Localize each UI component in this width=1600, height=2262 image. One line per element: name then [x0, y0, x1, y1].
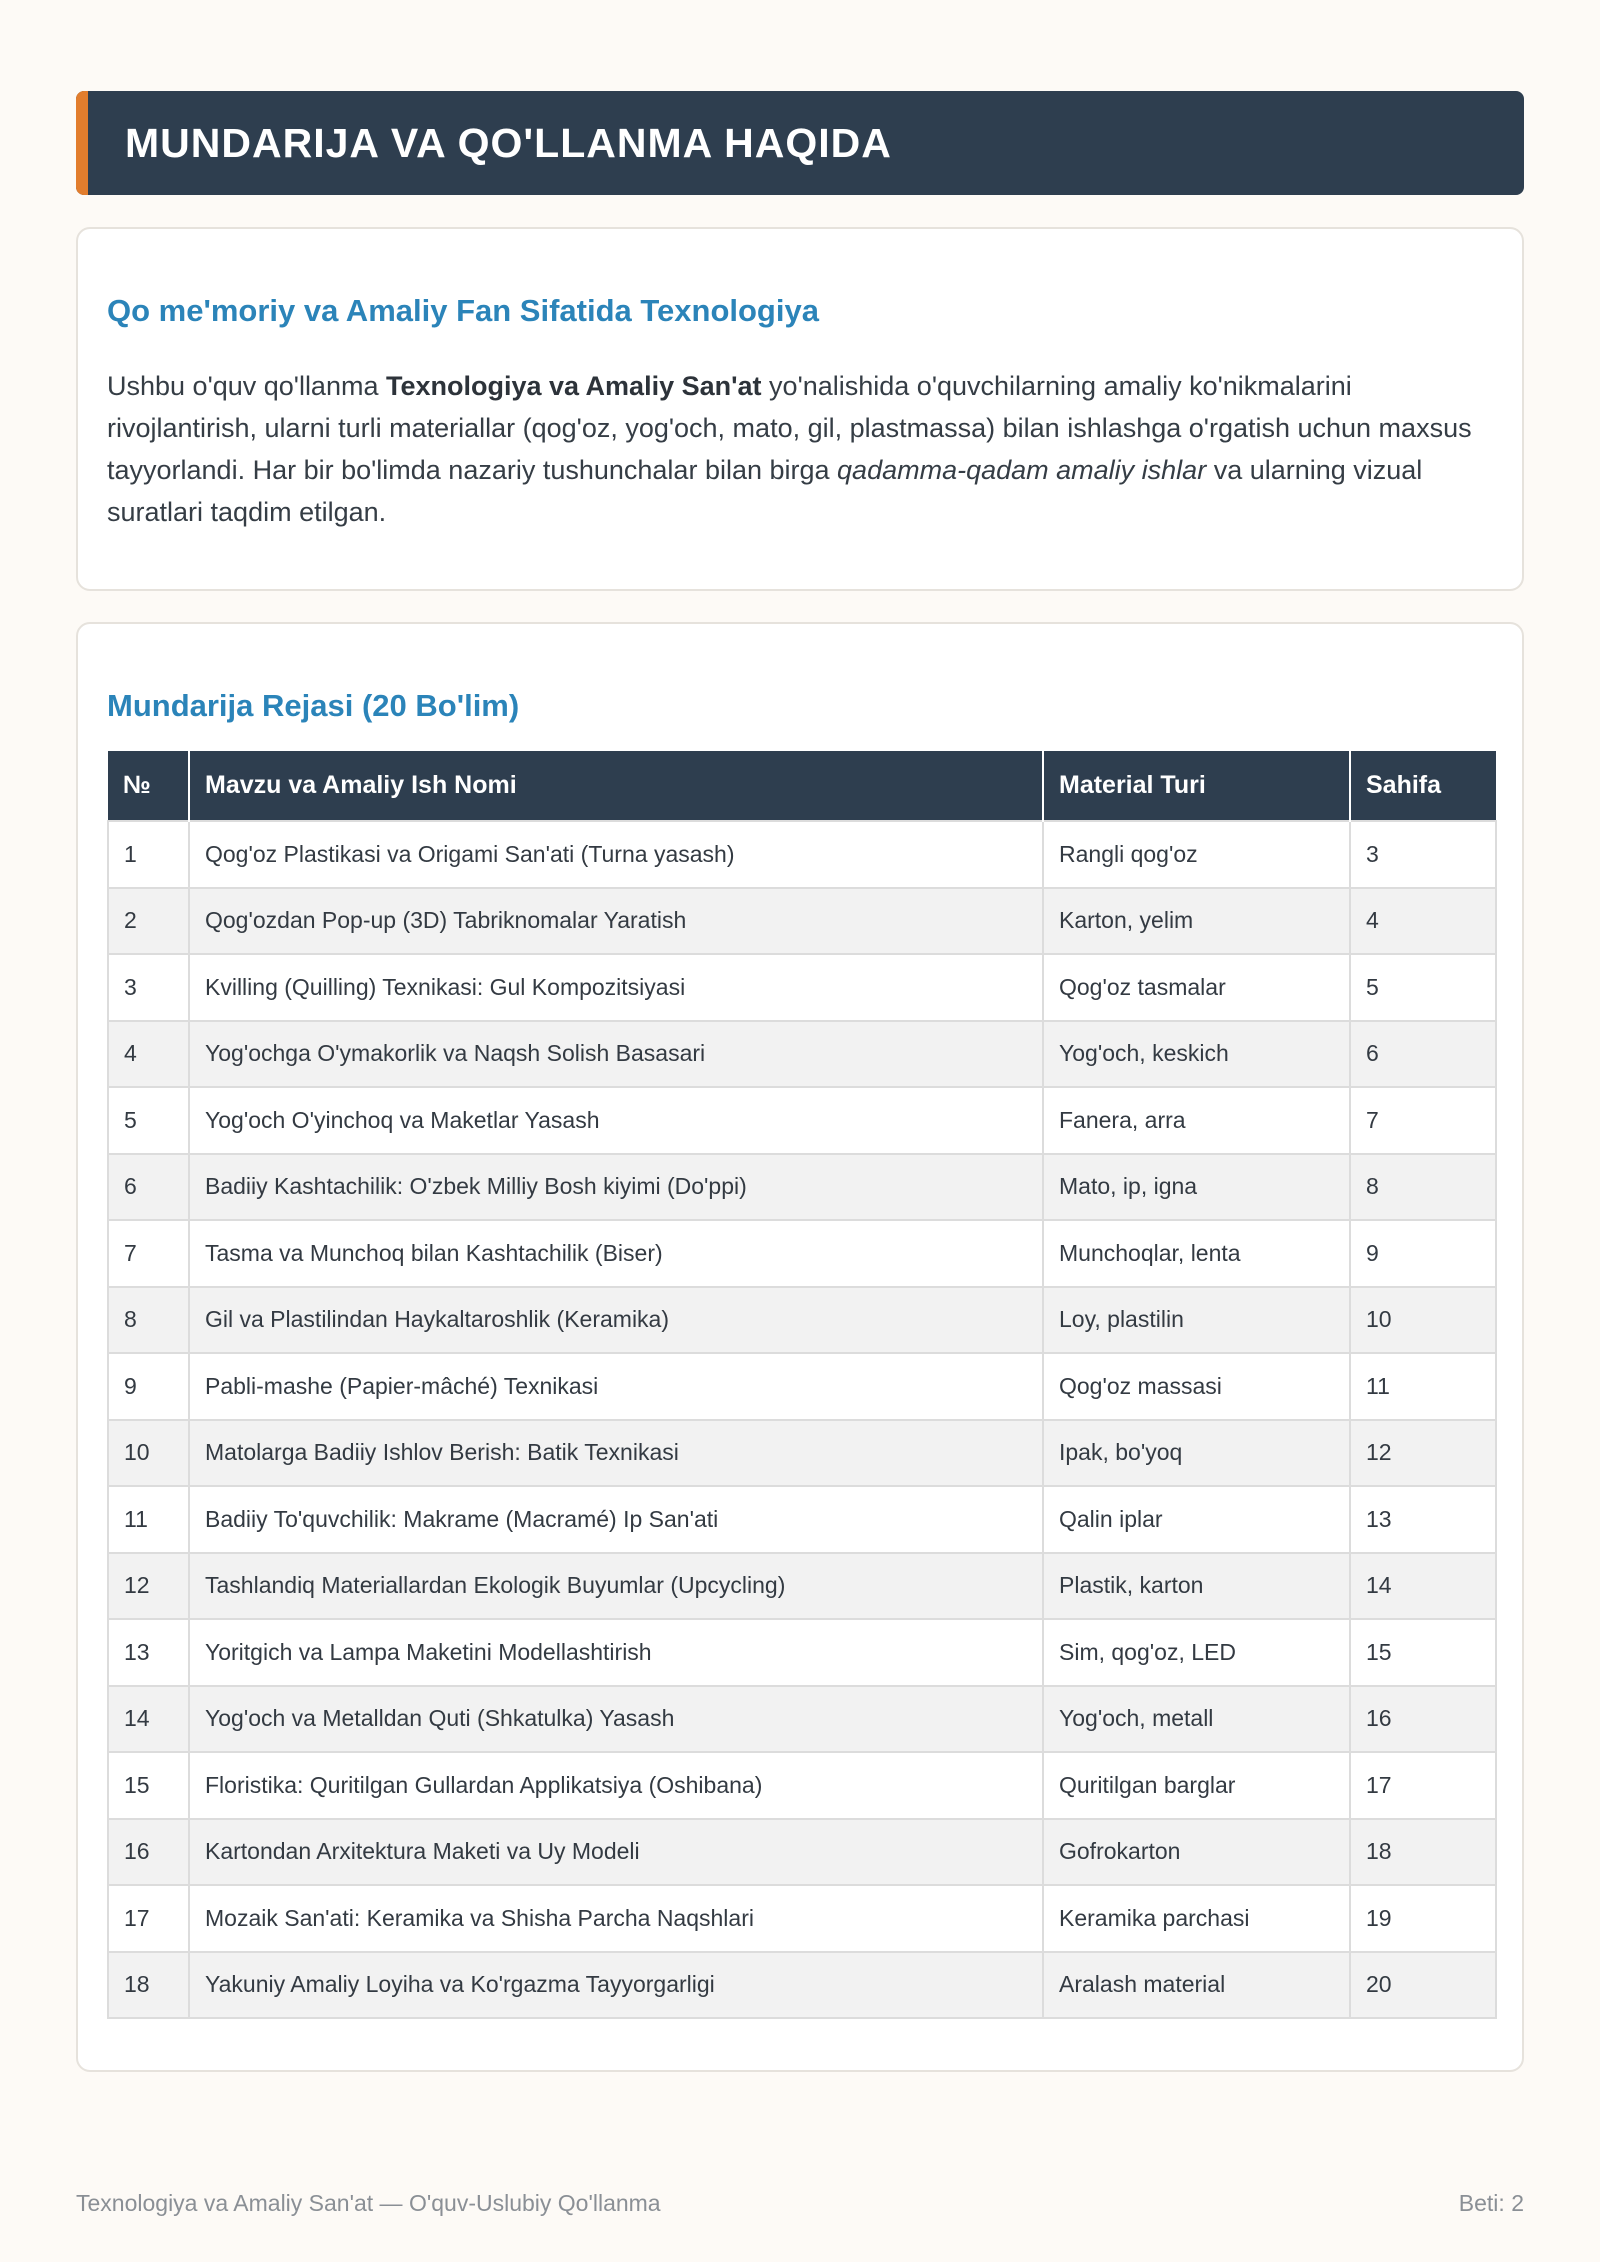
cell-page: 20 — [1350, 1952, 1496, 2019]
cell-material: Plastik, karton — [1043, 1553, 1350, 1620]
cell-topic: Matolarga Badiiy Ishlov Berish: Batik Texnikasi — [189, 1420, 1043, 1487]
table-row — [108, 1553, 1496, 1620]
cell-material: Yog'och, keskich — [1043, 1021, 1350, 1088]
cell-number: 18 — [108, 1952, 189, 2019]
cell-material: Karton, yelim — [1043, 888, 1350, 955]
cell-number: 15 — [108, 1752, 189, 1819]
cell-page: 19 — [1350, 1885, 1496, 1952]
cell-page: 18 — [1350, 1819, 1496, 1886]
cell-page: 15 — [1350, 1619, 1496, 1686]
cell-number: 6 — [108, 1154, 189, 1221]
cell-topic: Kvilling (Quilling) Texnikasi: Gul Kompozitsiyasi — [189, 954, 1043, 1021]
table-row — [108, 954, 1496, 1021]
table-header-row — [108, 751, 1496, 821]
toc-card — [76, 622, 1524, 2072]
cell-page: 8 — [1350, 1154, 1496, 1221]
table-row — [108, 1087, 1496, 1154]
cell-topic: Yakuniy Amaliy Loyiha va Ko'rgazma Tayyorgarligi — [189, 1952, 1043, 2019]
intro-paragraph — [107, 365, 1497, 533]
cell-number: 7 — [108, 1220, 189, 1287]
cell-topic: Tashlandiq Materiallardan Ekologik Buyumlar (Upcycling) — [189, 1553, 1043, 1620]
cell-page: 5 — [1350, 954, 1496, 1021]
cell-topic: Yoritgich va Lampa Maketini Modellashtirish — [189, 1619, 1043, 1686]
cell-topic: Yog'ochga O'ymakorlik va Naqsh Solish Basasari — [189, 1021, 1043, 1088]
cell-topic: Pabli-mashe (Papier-mâché) Texnikasi — [189, 1353, 1043, 1420]
cell-number: 9 — [108, 1353, 189, 1420]
cell-number: 10 — [108, 1420, 189, 1487]
cell-material: Keramika parchasi — [1043, 1885, 1350, 1952]
cell-material: Quritilgan barglar — [1043, 1752, 1350, 1819]
cell-number: 8 — [108, 1287, 189, 1354]
cell-material: Qog'oz massasi — [1043, 1353, 1350, 1420]
intro-text-1: Ushbu o'quv qo'llanma — [107, 371, 386, 401]
cell-number: 14 — [108, 1686, 189, 1753]
cell-material: Loy, plastilin — [1043, 1287, 1350, 1354]
cell-page: 11 — [1350, 1353, 1496, 1420]
cell-number: 5 — [108, 1087, 189, 1154]
table-row — [108, 1952, 1496, 2019]
intro-card — [76, 227, 1524, 591]
cell-page: 14 — [1350, 1553, 1496, 1620]
cell-material: Ipak, bo'yoq — [1043, 1420, 1350, 1487]
cell-page: 6 — [1350, 1021, 1496, 1088]
cell-number: 16 — [108, 1819, 189, 1886]
cell-material: Sim, qog'oz, LED — [1043, 1619, 1350, 1686]
cell-topic: Yog'och va Metalldan Quti (Shkatulka) Yasash — [189, 1686, 1043, 1753]
cell-number: 12 — [108, 1553, 189, 1620]
cell-material: Qalin iplar — [1043, 1486, 1350, 1553]
table-row — [108, 1021, 1496, 1088]
toc-heading: Mundarija Rejasi (20 Bo'lim) — [107, 688, 520, 723]
cell-material: Aralash material — [1043, 1952, 1350, 2019]
intro-italic-text: qadamma-qadam amaliy ishlar — [837, 455, 1207, 485]
cell-material: Munchoqlar, lenta — [1043, 1220, 1350, 1287]
intro-text-3: va ularning vizual suratlari taqdim etilgan. — [107, 455, 1423, 527]
cell-topic: Badiiy To'quvchilik: Makrame (Macramé) Ip San'ati — [189, 1486, 1043, 1553]
cell-topic: Kartondan Arxitektura Maketi va Uy Modeli — [189, 1819, 1043, 1886]
table-row — [108, 1486, 1496, 1553]
cell-page: 4 — [1350, 888, 1496, 955]
cell-material: Fanera, arra — [1043, 1087, 1350, 1154]
cell-topic: Yog'och O'yinchoq va Maketlar Yasash — [189, 1087, 1043, 1154]
table-row — [108, 1220, 1496, 1287]
table-row — [108, 888, 1496, 955]
cell-page: 13 — [1350, 1486, 1496, 1553]
table-row — [108, 1819, 1496, 1886]
footer-page-number: Beti: 2 — [1458, 2190, 1524, 2216]
cell-number: 2 — [108, 888, 189, 955]
cell-material: Gofrokarton — [1043, 1819, 1350, 1886]
cell-page: 7 — [1350, 1087, 1496, 1154]
cell-number: 17 — [108, 1885, 189, 1952]
table-row — [108, 1686, 1496, 1753]
table-row — [108, 1752, 1496, 1819]
toc-table — [107, 751, 1497, 2019]
column-header-page: Sahifa — [1350, 751, 1496, 821]
intro-text-2: yo'nalishida o'quvchilarning amaliy ko'nikmalarini rivojlantirish, ularni turli materiallar (qog'oz, yog'och, mato, gil, plastmassa) bilan ishlashga o'rgatish uchun maxsus tayyorlandi. Har bir bo'limda nazariy tushunchalar bilan birga — [107, 371, 1472, 485]
table-row — [108, 1287, 1496, 1354]
cell-number: 1 — [108, 821, 189, 888]
cell-topic: Qog'oz Plastikasi va Origami San'ati (Turna yasash) — [189, 821, 1043, 888]
table-row — [108, 1619, 1496, 1686]
cell-page: 16 — [1350, 1686, 1496, 1753]
table-row — [108, 1885, 1496, 1952]
cell-material: Yog'och, metall — [1043, 1686, 1350, 1753]
cell-material: Qog'oz tasmalar — [1043, 954, 1350, 1021]
page-header — [76, 91, 1524, 195]
page-title: MUNDARIJA VA QO'LLANMA HAQIDA — [125, 120, 892, 166]
cell-material: Mato, ip, igna — [1043, 1154, 1350, 1221]
cell-number: 11 — [108, 1486, 189, 1553]
cell-page: 9 — [1350, 1220, 1496, 1287]
intro-heading: Qo me'moriy va Amaliy Fan Sifatida Texnologiya — [107, 293, 819, 328]
cell-number: 4 — [108, 1021, 189, 1088]
column-header-material: Material Turi — [1043, 751, 1350, 821]
cell-number: 13 — [108, 1619, 189, 1686]
cell-topic: Gil va Plastilindan Haykaltaroshlik (Keramika) — [189, 1287, 1043, 1354]
cell-topic: Badiiy Kashtachilik: O'zbek Milliy Bosh kiyimi (Do'ppi) — [189, 1154, 1043, 1221]
cell-page: 3 — [1350, 821, 1496, 888]
intro-bold-text: Texnologiya va Amaliy San'at — [385, 371, 762, 401]
cell-page: 10 — [1350, 1287, 1496, 1354]
cell-topic: Qog'ozdan Pop-up (3D) Tabriknomalar Yaratish — [189, 888, 1043, 955]
column-header-topic: Mavzu va Amaliy Ish Nomi — [189, 751, 1043, 821]
table-row — [108, 1420, 1496, 1487]
table-row — [108, 1353, 1496, 1420]
cell-topic: Tasma va Munchoq bilan Kashtachilik (Biser) — [189, 1220, 1043, 1287]
cell-material: Rangli qog'oz — [1043, 821, 1350, 888]
header-accent-bar — [76, 91, 88, 195]
cell-page: 17 — [1350, 1752, 1496, 1819]
column-header-number: № — [108, 751, 189, 821]
table-row — [108, 821, 1496, 888]
cell-number: 3 — [108, 954, 189, 1021]
table-row — [108, 1154, 1496, 1221]
cell-topic: Floristika: Quritilgan Gullardan Applikatsiya (Oshibana) — [189, 1752, 1043, 1819]
cell-topic: Mozaik San'ati: Keramika va Shisha Parcha Naqshlari — [189, 1885, 1043, 1952]
cell-page: 12 — [1350, 1420, 1496, 1487]
footer-title: Texnologiya va Amaliy San'at — O'quv-Uslubiy Qo'llanma — [76, 2190, 661, 2216]
